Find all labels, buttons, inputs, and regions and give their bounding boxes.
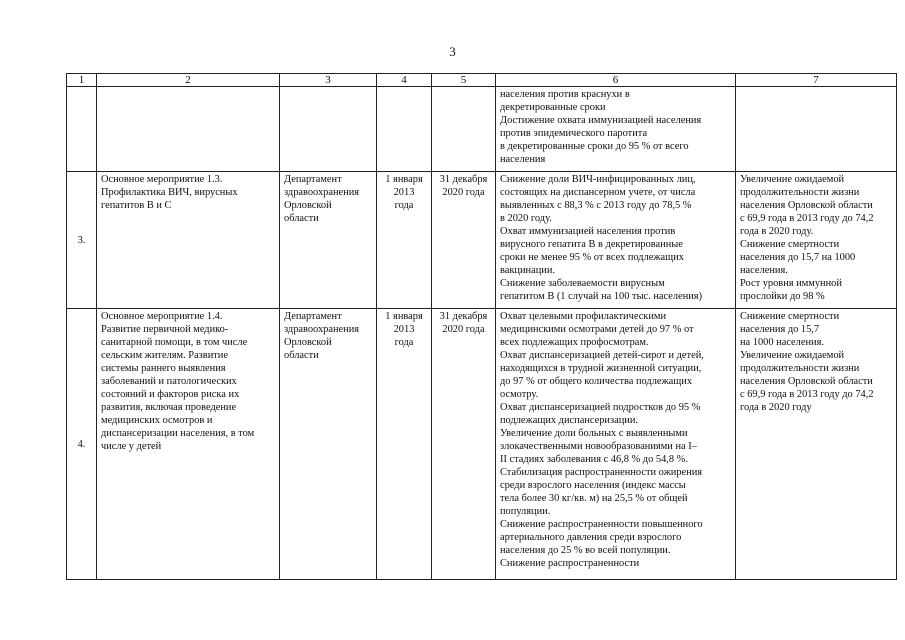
- end-date-cell: [432, 172, 496, 309]
- text-line: числе у детей: [101, 441, 162, 452]
- text-line: заболеваний и патологических: [101, 376, 237, 387]
- text-line: 2020 года: [442, 324, 485, 335]
- text-line: состояний и факторов риска их: [101, 389, 240, 400]
- text-line: 1 января: [385, 311, 423, 322]
- text-line: гепатитом В (1 случай на 100 тыс. населения): [500, 291, 703, 302]
- text-line: осмотру.: [500, 389, 539, 400]
- text-line: населения.: [740, 265, 788, 276]
- text-line: 2013: [393, 324, 415, 335]
- text-line: состоящих на диспансерном учете, от числа: [500, 187, 696, 198]
- text-line: подлежащих диспансеризации.: [500, 415, 638, 426]
- text-line: Снижение распространенности повышенного: [500, 519, 703, 530]
- text-line: в декретированные сроки до 95 % от всего: [500, 141, 689, 152]
- text-line: Снижение доли ВИЧ-инфицированных лиц,: [500, 174, 696, 185]
- text-line: Снижение смертности: [740, 311, 840, 322]
- text-line: медицинскими осмотрами детей до 97 % от: [500, 324, 694, 335]
- text-line: населения до 15,7 на 1000: [740, 252, 856, 263]
- text-line: Основное мероприятие 1.4.: [101, 311, 223, 322]
- text-line: санитарной помощи, в том числе: [101, 337, 248, 348]
- text-line: 2013: [393, 187, 415, 198]
- end-date-cell: [432, 87, 496, 172]
- indicators-cell: [736, 309, 897, 580]
- text-line: прослойки до 98 %: [740, 291, 825, 302]
- text-line: года: [394, 200, 414, 211]
- text-line: вакцинации.: [500, 265, 556, 276]
- text-line: Развитие первичной медико-: [101, 324, 229, 335]
- text-line: Увеличение ожидаемой: [740, 350, 845, 361]
- column-header: 4: [377, 74, 432, 87]
- column-header: 7: [736, 74, 897, 87]
- start-date-cell: [377, 172, 432, 309]
- text-line: выявленных с 88,3 % с 2013 году до 78,5 %: [500, 200, 692, 211]
- text-line: здравоохранения: [284, 324, 360, 335]
- text-line: населения до 15,7: [740, 324, 820, 335]
- text-line: 31 декабря: [439, 174, 488, 185]
- text-line: медицинских осмотров и: [101, 415, 213, 426]
- text-line: года в 2020 году: [740, 402, 812, 413]
- text-line: населения до 25 % во всей популяции.: [500, 545, 671, 556]
- text-line: Снижение заболеваемости вирусным: [500, 278, 665, 289]
- row-number: 4.: [67, 309, 97, 580]
- text-line: II стадиях заболевания с 46,8 % до 54,8 %.: [500, 454, 688, 465]
- text-line: Охват целевыми профилактическими: [500, 311, 667, 322]
- text-line: среди взрослого населения (индекс массы: [500, 480, 686, 491]
- text-line: населения Орловской области: [740, 376, 873, 387]
- text-line: населения против краснухи в: [500, 89, 630, 100]
- text-line: Охват диспансеризацией детей-сирот и детей,: [500, 350, 704, 361]
- text-line: Достижение охвата иммунизацией населения: [500, 115, 702, 126]
- text-line: Стабилизация распространенности ожирения: [500, 467, 703, 478]
- text-line: с 69,9 года в 2013 году до 74,2: [740, 213, 874, 224]
- text-line: декретированные сроки: [500, 102, 606, 113]
- text-line: до 97 % от общего количества подлежащих: [500, 376, 693, 387]
- text-line: артериального давления среди взрослого: [500, 532, 682, 543]
- text-line: на 1000 населения.: [740, 337, 824, 348]
- executor-cell: [280, 309, 377, 580]
- row-number: [67, 87, 97, 172]
- start-date-cell: [377, 309, 432, 580]
- activity-cell: [97, 172, 280, 309]
- text-line: продолжительности жизни: [740, 363, 860, 374]
- column-header: 3: [280, 74, 377, 87]
- text-line: Охват иммунизацией населения против: [500, 226, 676, 237]
- text-line: Основное мероприятие 1.3.: [101, 174, 223, 185]
- end-date-cell: [432, 309, 496, 580]
- text-line: Увеличение доли больных с выявленными: [500, 428, 688, 439]
- table-row: [67, 87, 897, 172]
- page-number: 3: [449, 44, 456, 59]
- column-header: 5: [432, 74, 496, 87]
- table-row: [67, 309, 897, 580]
- text-line: сроки не менее 95 % от всех подлежащих: [500, 252, 684, 263]
- text-line: области: [284, 213, 319, 224]
- text-line: Профилактика ВИЧ, вирусных: [101, 187, 238, 198]
- text-line: 31 декабря: [439, 311, 488, 322]
- text-line: населения: [500, 154, 546, 165]
- executor-cell: [280, 172, 377, 309]
- text-line: Снижение распространенности: [500, 558, 640, 569]
- text-line: с 69,9 года в 2013 году до 74,2: [740, 389, 874, 400]
- results-cell: [496, 309, 736, 580]
- text-line: области: [284, 350, 319, 361]
- text-line: тела более 30 кг/кв. м) на 25,5 % от общей: [500, 493, 688, 504]
- text-line: года: [394, 337, 414, 348]
- program-table: [66, 73, 897, 580]
- text-line: Рост уровня иммунной: [740, 278, 842, 289]
- row-number: 3.: [67, 172, 97, 309]
- executor-cell: [280, 87, 377, 172]
- text-line: популяции.: [500, 506, 551, 517]
- table-row: [67, 172, 897, 309]
- column-header: 1: [67, 74, 97, 87]
- text-line: системы раннего выявления: [101, 363, 226, 374]
- text-line: продолжительности жизни: [740, 187, 860, 198]
- column-header: 6: [496, 74, 736, 87]
- activity-cell: [97, 87, 280, 172]
- text-line: населения Орловской области: [740, 200, 873, 211]
- text-line: года в 2020 году.: [740, 226, 814, 237]
- text-line: Департамент: [284, 311, 342, 322]
- text-line: гепатитов В и С: [101, 200, 172, 211]
- text-line: в 2020 году.: [500, 213, 552, 224]
- text-line: 1 января: [385, 174, 423, 185]
- text-line: Охват диспансеризацией подростков до 95 %: [500, 402, 701, 413]
- text-line: находящихся в трудной жизненной ситуации,: [500, 363, 702, 374]
- text-line: Департамент: [284, 174, 342, 185]
- text-line: Орловской: [284, 200, 332, 211]
- text-line: против эпидемического паротита: [500, 128, 648, 139]
- text-line: сельским жителям. Развитие: [101, 350, 228, 361]
- text-line: 2020 года: [442, 187, 485, 198]
- table-header-row: [67, 74, 897, 87]
- column-header: 2: [97, 74, 280, 87]
- results-cell: [496, 87, 736, 172]
- activity-cell: [97, 309, 280, 580]
- start-date-cell: [377, 87, 432, 172]
- text-line: злокачественными новообразованиями на I–: [500, 441, 697, 452]
- results-cell: [496, 172, 736, 309]
- text-line: Увеличение ожидаемой: [740, 174, 845, 185]
- text-line: вирусного гепатита В в декретированные: [500, 239, 683, 250]
- indicators-cell: [736, 87, 897, 172]
- text-line: Орловской: [284, 337, 332, 348]
- indicators-cell: [736, 172, 897, 309]
- text-line: Снижение смертности: [740, 239, 840, 250]
- text-line: всех подлежащих профосмотрам.: [500, 337, 649, 348]
- text-line: здравоохранения: [284, 187, 360, 198]
- text-line: диспансеризации населения, в том: [101, 428, 255, 439]
- text-line: развития, включая проведение: [101, 402, 237, 413]
